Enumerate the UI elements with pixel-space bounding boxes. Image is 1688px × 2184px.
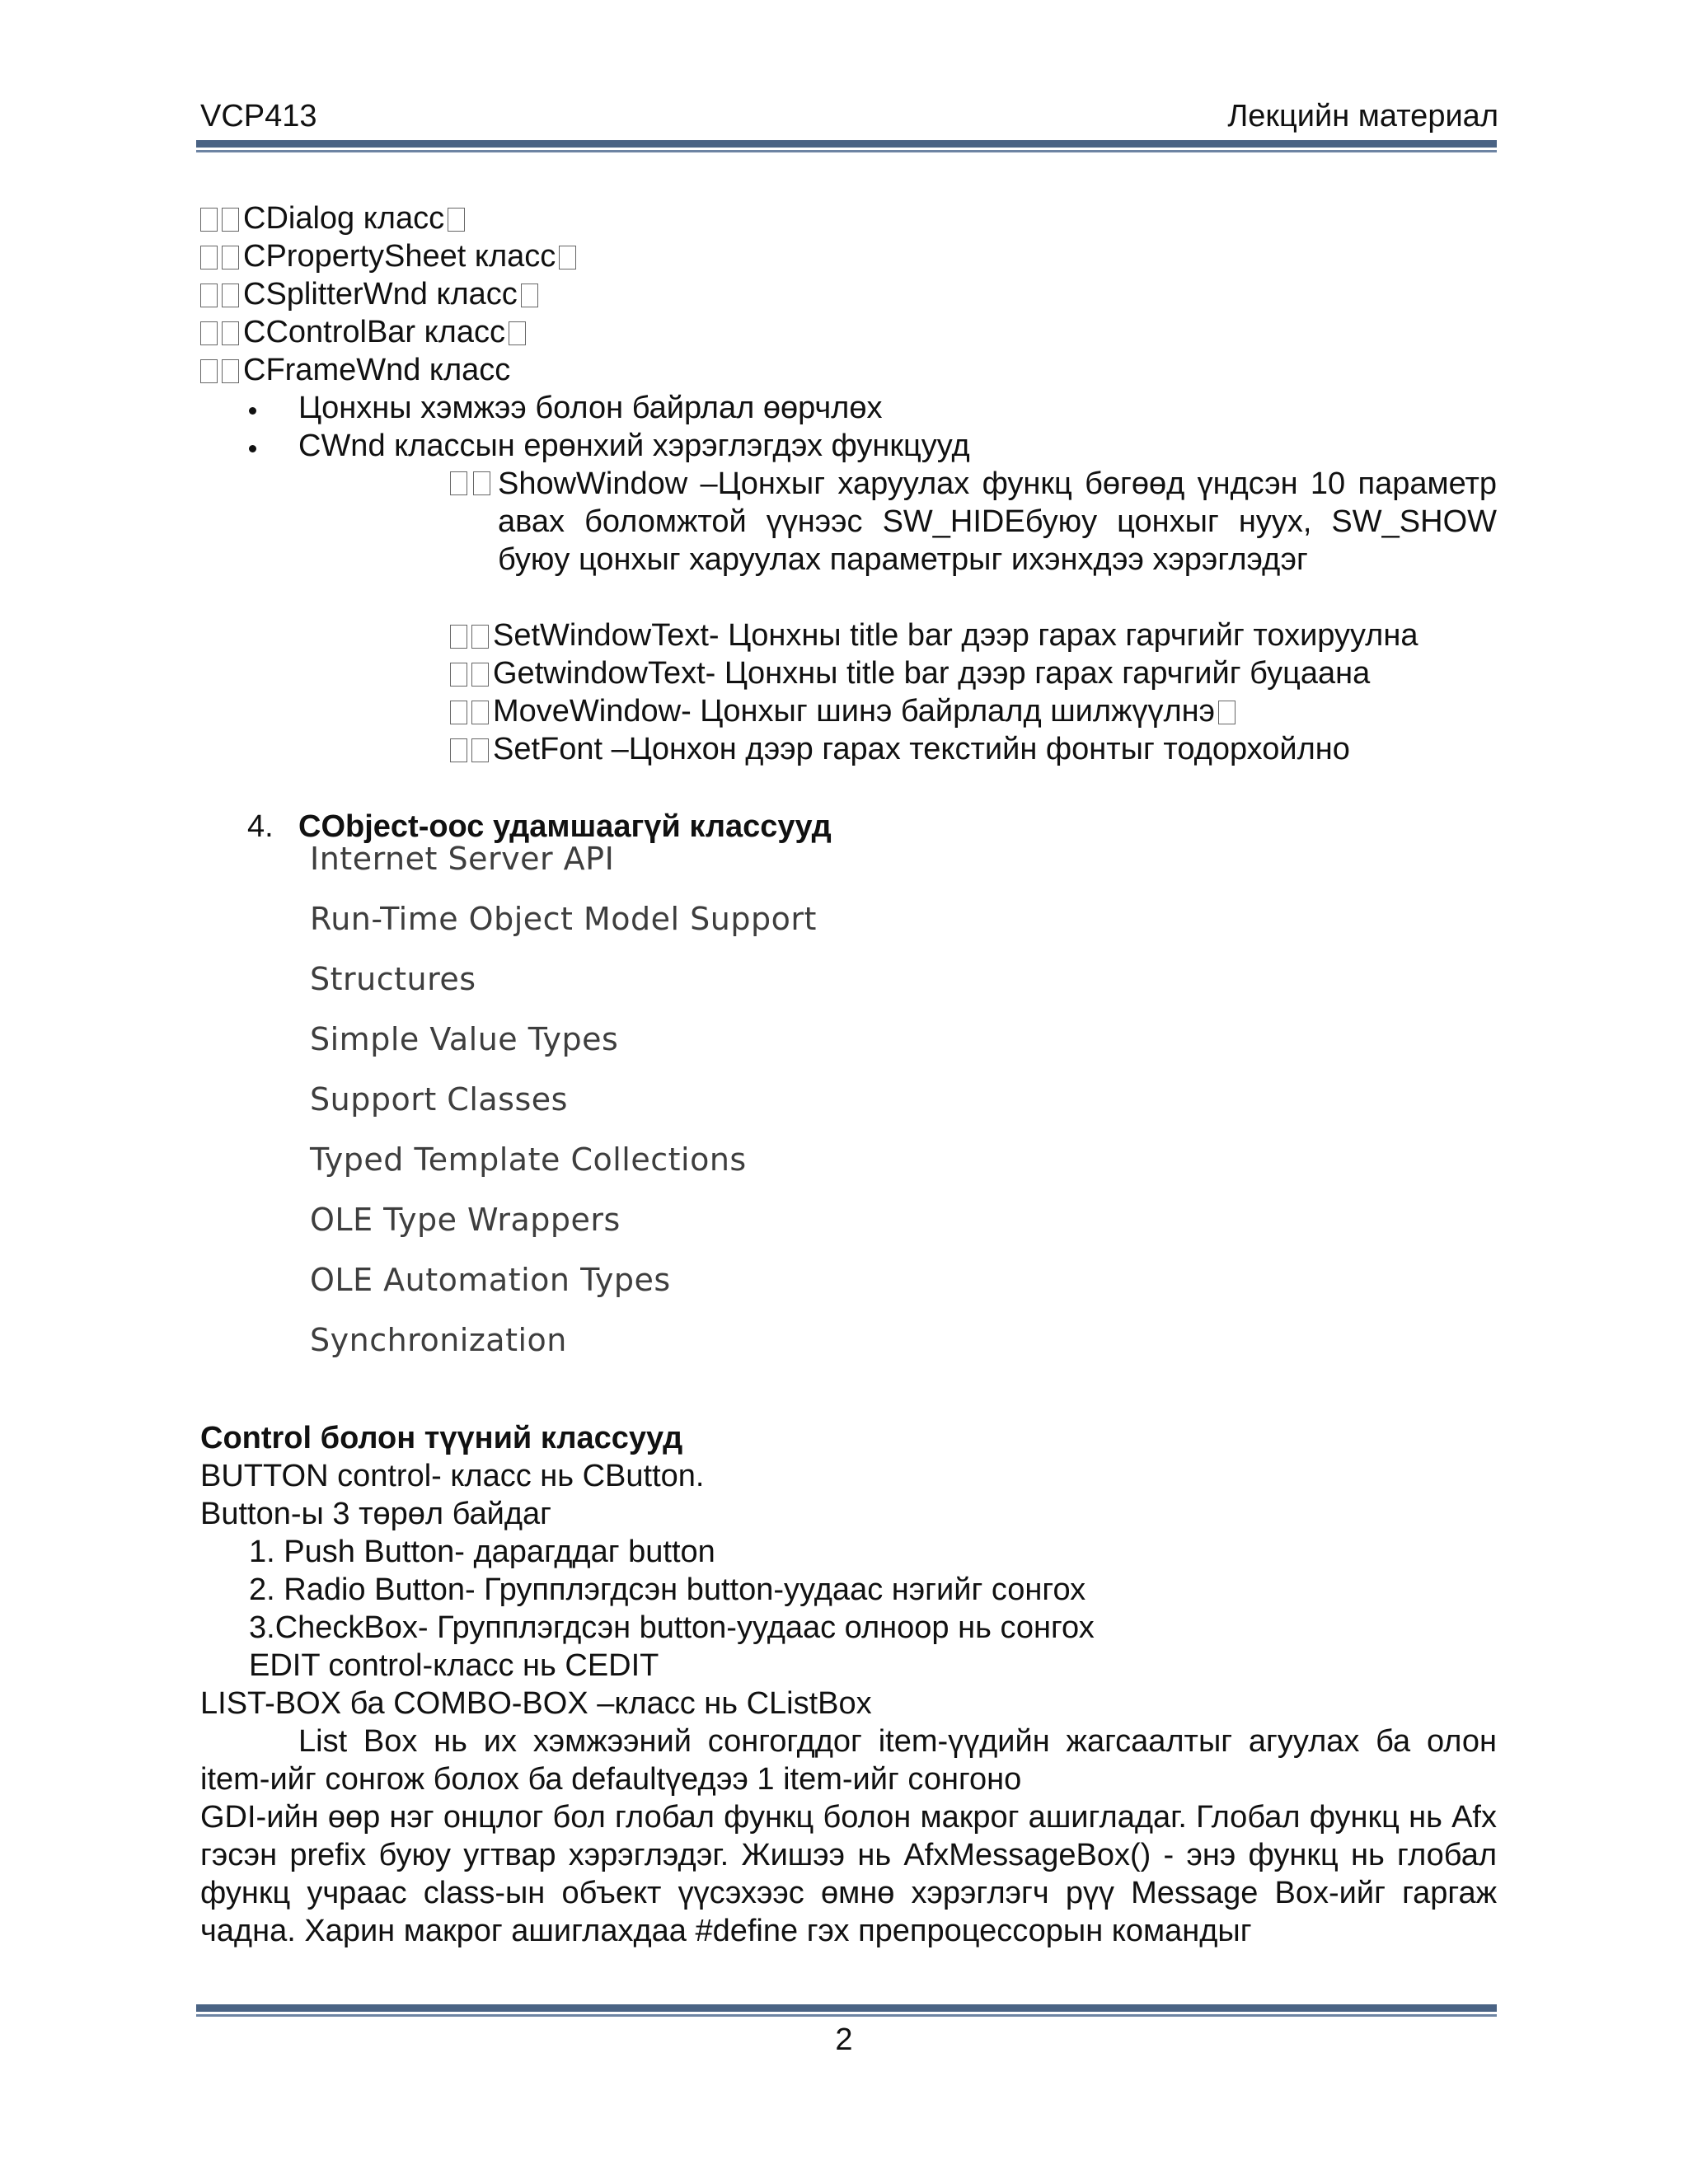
list-item: Internet Server API bbox=[310, 841, 615, 877]
missing-glyph-icon bbox=[471, 625, 489, 649]
missing-glyph-icon bbox=[471, 738, 489, 762]
missing-glyph-icon bbox=[222, 321, 239, 345]
edit-class-line: EDIT control-класс нь CEDIT bbox=[249, 1648, 659, 1683]
listbox-description: List Box нь их хэмжээний сонгогддог item-үүдийн жагсаалтыг агуулах ба олон item-ийг сонгож болох ба defaultүедээ 1 item-ийг сонгоно bbox=[200, 1724, 1497, 1797]
header-doc-type: Лекцийн материал bbox=[1227, 99, 1498, 134]
missing-glyph-icon bbox=[200, 359, 218, 383]
bullet-icon bbox=[249, 445, 256, 452]
button-class-line: BUTTON control- класс нь CButton. bbox=[200, 1459, 705, 1493]
missing-glyph-icon bbox=[200, 321, 218, 345]
header-course-code: VCP413 bbox=[200, 99, 317, 134]
bullet-item: CWnd классын ерөнхий хэрэглэгдэх функцууд bbox=[298, 429, 970, 463]
button-types-line: Button-ы 3 төрөл байдаг bbox=[200, 1497, 552, 1531]
page-number: 2 bbox=[835, 2022, 853, 2057]
missing-glyph-icon bbox=[1218, 701, 1236, 724]
list-item: Run-Time Object Model Support bbox=[310, 901, 817, 937]
missing-glyph-icon bbox=[222, 246, 239, 269]
missing-glyph-icon bbox=[222, 359, 239, 383]
listbox-class-line: LIST-BOX ба COMBO-BOX –класс нь CListBox bbox=[200, 1686, 872, 1721]
missing-glyph-icon bbox=[222, 208, 239, 232]
missing-glyph-icon bbox=[471, 701, 489, 724]
button-type-item: 3.CheckBox- Групплэгдсэн button-уудаас олноор нь сонгох bbox=[249, 1610, 1095, 1645]
missing-glyph-icon bbox=[450, 738, 467, 762]
button-type-item: 2. Radio Button- Групплэгдсэн button-уудаас нэгийг сонгох bbox=[249, 1572, 1086, 1607]
list-item: Typed Template Collections bbox=[310, 1141, 747, 1178]
missing-glyph-icon bbox=[509, 321, 526, 345]
list-item: Support Classes bbox=[310, 1081, 568, 1118]
bullet-item: Цонхны хэмжээ болон байрлал өөрчлөх bbox=[298, 391, 883, 425]
missing-glyph-icon bbox=[450, 701, 467, 724]
class-list-item: CControlBar класс bbox=[200, 313, 526, 351]
list-item: OLE Type Wrappers bbox=[310, 1202, 621, 1238]
show-window-item bbox=[450, 465, 1497, 579]
gdi-paragraph: GDI-ийн өөр нэг онцлог бол глобал функц болон макрог ашигладаг. Глобал функц нь Afx гэсэн prefix буюу угтвар хэрэглэдэг. Жишээ нь AfxMessageBox() - энэ функц нь глобал функц учраас class-ын объект үүсэхээс өмнө хэрэглэгч рүү Message Box-ийг гаргаж чадна. Харин макрог ашиглахдаа #define гэх препроцессорын командыг bbox=[200, 1800, 1497, 1948]
class-list-item: CSplitterWnd класс bbox=[200, 275, 538, 313]
missing-glyph-icon bbox=[559, 246, 576, 269]
bullet-icon bbox=[249, 407, 256, 415]
class-list-item: CFrameWnd класс bbox=[200, 351, 510, 389]
list-item: Structures bbox=[310, 961, 476, 997]
missing-glyph-icon bbox=[200, 246, 218, 269]
button-type-item: 1. Push Button- дарагддаг button bbox=[249, 1535, 715, 1569]
list-item: Synchronization bbox=[310, 1322, 567, 1358]
list-item: Simple Value Types bbox=[310, 1021, 619, 1057]
missing-glyph-icon bbox=[222, 284, 239, 307]
function-item: MoveWindow- Цонхыг шинэ байрлалд шилжүүлнэ bbox=[450, 692, 1236, 730]
missing-glyph-icon bbox=[473, 471, 490, 495]
function-item: GetwindowText- Цонхны title bar дээр гарах гарчгийг буцаана bbox=[450, 654, 1370, 692]
missing-glyph-icon bbox=[450, 471, 467, 495]
missing-glyph-icon bbox=[448, 208, 465, 232]
function-item: SetWindowText- Цонхны title bar дээр гарах гарчгийг тохируулна bbox=[450, 616, 1418, 654]
footer-rule bbox=[196, 2004, 1497, 2017]
missing-glyph-icon bbox=[200, 208, 218, 232]
missing-glyph-icon bbox=[521, 284, 538, 307]
show-window-text: ShowWindow –Цонхыг харуулах функц бөгөөд үндсэн 10 параметр авах боломжтой үүнээс SW_HIDEбуюу цонхыг нуух, SW_SHOW буюу цонхыг харуулах параметрыг ихэнхдээ хэрэглэдэг bbox=[498, 466, 1497, 577]
section-number: 4. bbox=[247, 809, 274, 844]
missing-glyph-icon bbox=[200, 284, 218, 307]
class-list-item: CDialog класс bbox=[200, 199, 465, 237]
section-title: CObject-оос удамшаагүй классууд bbox=[298, 809, 832, 844]
missing-glyph-icon bbox=[450, 663, 467, 687]
missing-glyph-icon bbox=[450, 625, 467, 649]
header-rule bbox=[196, 140, 1497, 152]
list-item: OLE Automation Types bbox=[310, 1262, 671, 1298]
control-heading: Control болон түүний классууд bbox=[200, 1421, 683, 1455]
missing-glyph-icon bbox=[471, 663, 489, 687]
function-item: SetFont –Цонхон дээр гарах текстийн фонтыг тодорхойлно bbox=[450, 730, 1350, 768]
class-list-item: CPropertySheet класс bbox=[200, 237, 576, 275]
